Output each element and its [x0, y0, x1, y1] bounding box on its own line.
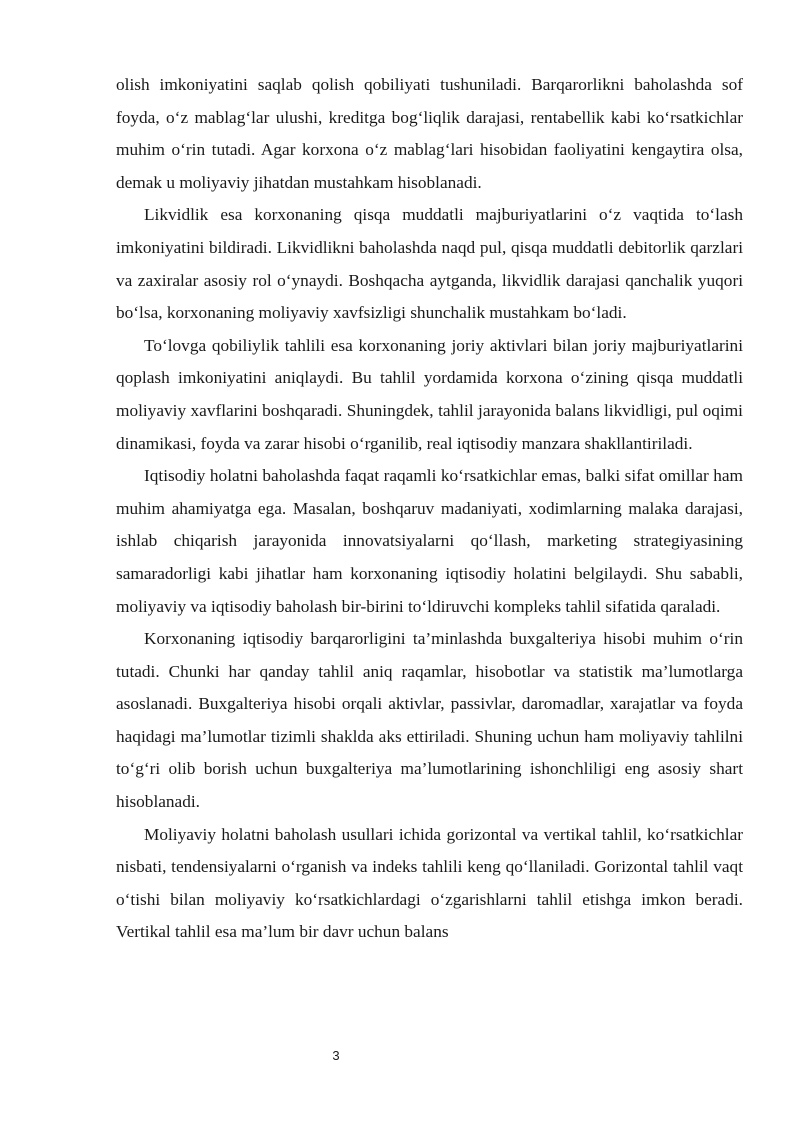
paragraph-4: Iqtisodiy holatni baholashda faqat raqamli ko‘rsatkichlar emas, balki sifat omillar ham muhim ahamiyatga ega. Masalan, boshqaruv madaniyati, xodimlarning malaka darajasi, ishlab chiqarish jarayonida innovatsiyalarni qo‘llash, marketing strategiyasining samaradorligi kabi jihatlar ham korxonaning iqtisodiy holatini belgilaydi. Shu sababli, moliyaviy va iqtisodiy baholash bir-birini to‘ldiruvchi kompleks tahlil sifatida qaraladi.	[116, 466, 743, 616]
paragraph-2: Likvidlik esa korxonaning qisqa muddatli majburiyatlarini o‘z vaqtida to‘lash imkoniyatini bildiradi. Likvidlikni baholashda naqd pul, qisqa muddatli debitorlik qarzlari va zaxiralar asosiy rol o‘ynaydi. Boshqacha aytganda, likvidlik darajasi qanchalik yuqori bo‘lsa, korxonaning moliyaviy xavfsizligi shunchalik mustahkam bo‘ladi.	[116, 205, 743, 323]
body-text	[116, 69, 743, 949]
paragraph-1: olish imkoniyatini saqlab qolish qobiliyati tushuniladi. Barqarorlikni baholashda sof foyda, o‘z mablag‘lar ulushi, kreditga bog‘liqlik darajasi, rentabellik kabi ko‘rsatkichlar muhim o‘rin tutadi. Agar korxona o‘z mablag‘lari hisobidan faoliyatini kengaytira olsa, demak u moliyaviy jihatdan mustahkam hisoblanadi.	[116, 75, 743, 192]
paragraph-3: To‘lovga qobiliylik tahlili esa korxonaning joriy aktivlari bilan joriy majburiyatlarini qoplash imkoniyatini aniqlaydi. Bu tahlil yordamida korxona o‘zining qisqa muddatli moliyaviy xavflarini boshqaradi. Shuningdek, tahlil jarayonida balans likvidligi, pul oqimi dinamikasi, foyda va zarar hisobi o‘rganilib, real iqtisodiy manzara shakllantiriladi.	[116, 335, 743, 453]
page-number: 3	[332, 1048, 340, 1063]
paragraph-5: Korxonaning iqtisodiy barqarorligini ta’minlashda buxgalteriya hisobi muhim o‘rin tutadi. Chunki har qanday tahlil aniq raqamlar, hisobotlar va statistik ma’lumotlarga asoslanadi. Buxgalteriya hisobi orqali aktivlar, passivlar, daromadlar, xarajatlar va foyda haqidagi ma’lumotlar tizimli shaklda aks ettiriladi. Shuning uchun ham moliyaviy tahlilni to‘g‘ri olib borish uchun buxgalteriya ma’lumotlarining ishonchliligi eng asosiy shart hisoblanadi.	[116, 629, 743, 812]
paragraph-6: Moliyaviy holatni baholash usullari ichida gorizontal va vertikal tahlil, ko‘rsatkichlar nisbati, tendensiyalarni o‘rganish va indeks tahlili keng qo‘llaniladi. Gorizontal tahlil vaqt o‘tishi bilan moliyaviy ko‘rsatkichlardagi o‘zgarishlarni tahlil etishga imkon beradi. Vertikal tahlil esa ma’lum bir davr uchun balans	[116, 824, 743, 942]
